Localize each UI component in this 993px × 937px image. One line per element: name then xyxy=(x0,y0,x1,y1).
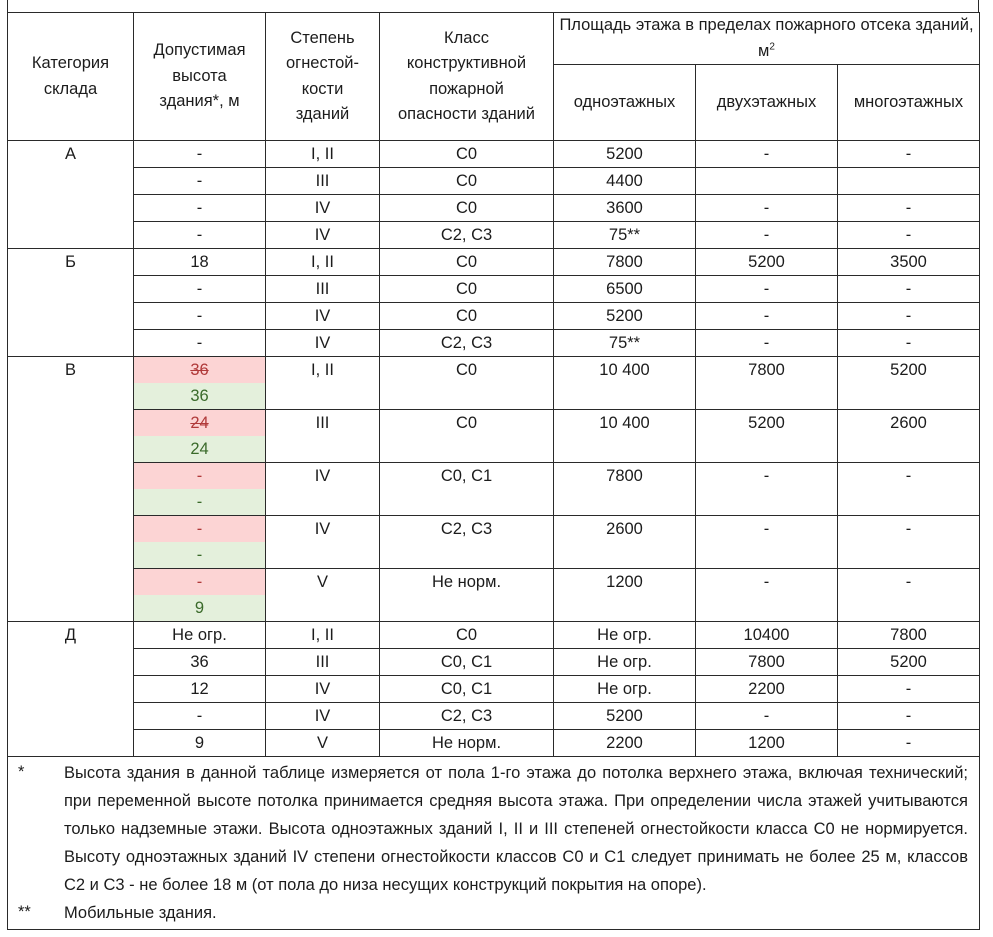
degree-cell: I, II xyxy=(266,141,380,168)
table-top-edge xyxy=(7,0,979,12)
two-storey-cell: - xyxy=(696,276,838,303)
table-row xyxy=(8,516,980,569)
two-storey-cell: 2200 xyxy=(696,676,838,703)
multi-storey-cell: - xyxy=(838,276,980,303)
multi-storey-cell: - xyxy=(838,730,980,757)
class-cell: С0 xyxy=(380,410,554,463)
table-row xyxy=(8,730,980,757)
height-deleted-value: 24 xyxy=(134,410,265,436)
two-storey-cell: - xyxy=(696,463,838,516)
class-cell: С2, С3 xyxy=(380,516,554,569)
multi-storey-cell: - xyxy=(838,141,980,168)
degree-cell: III xyxy=(266,410,380,463)
height-change-cell xyxy=(134,463,266,516)
degree-cell: IV xyxy=(266,222,380,249)
height-change-cell xyxy=(134,516,266,569)
height-cell: - xyxy=(134,276,266,303)
table-row xyxy=(8,410,980,463)
degree-cell: I, II xyxy=(266,622,380,649)
one-storey-cell: Не огр. xyxy=(554,622,696,649)
one-storey-cell: 1200 xyxy=(554,569,696,622)
category-cell-a: А xyxy=(8,141,134,249)
multi-storey-cell xyxy=(838,168,980,195)
height-change-cell xyxy=(134,410,266,463)
class-cell: С0 xyxy=(380,141,554,168)
header-area-unit-sup: 2 xyxy=(769,41,775,52)
header-area-group xyxy=(554,13,980,65)
table-row xyxy=(8,703,980,730)
category-cell-b: Б xyxy=(8,249,134,357)
degree-cell: IV xyxy=(266,516,380,569)
class-cell: С2, С3 xyxy=(380,222,554,249)
height-cell: 9 xyxy=(134,730,266,757)
height-cell: 18 xyxy=(134,249,266,276)
two-storey-cell: - xyxy=(696,303,838,330)
height-inserted-value: - xyxy=(134,542,265,568)
footnote-cell xyxy=(8,757,980,900)
table-row xyxy=(8,195,980,222)
one-storey-cell: 3600 xyxy=(554,195,696,222)
one-storey-cell: 2200 xyxy=(554,730,696,757)
two-storey-cell: - xyxy=(696,516,838,569)
degree-cell: IV xyxy=(266,676,380,703)
warehouse-fire-compartment-table xyxy=(7,12,980,930)
multi-storey-cell: 7800 xyxy=(838,622,980,649)
table-row xyxy=(8,303,980,330)
class-cell: С0 xyxy=(380,303,554,330)
multi-storey-cell: - xyxy=(838,303,980,330)
height-inserted-value: 24 xyxy=(134,436,265,462)
footnote-text: Высота здания в данной таблице измеряется от пола 1-го этажа до потолка верхнего этажа, включая технический; при переменной высоте потолка принимается средняя высота этажа. При определении числа этажей учитываются только надземные этажи. Высота одноэтажных зданий I, II и III степеней огнестойкости класса С0 не нормируется. Высоту одноэтажных зданий IV степени огнестойкости классов С0 и С1 следует принимать не более 25 м, классов С2 и С3 - не более 18 м (от пола до низа несущих конструкций покрытия на опоре). xyxy=(64,764,968,894)
header-multi-storey: многоэтажных xyxy=(838,65,980,141)
one-storey-cell: 4400 xyxy=(554,168,696,195)
one-storey-cell: 5200 xyxy=(554,703,696,730)
footnote-cell xyxy=(8,899,980,930)
degree-cell: III xyxy=(266,276,380,303)
header-fire-degree: Степень огнестой-кости зданий xyxy=(266,13,380,141)
one-storey-cell: 5200 xyxy=(554,303,696,330)
height-cell: - xyxy=(134,330,266,357)
two-storey-cell: 7800 xyxy=(696,649,838,676)
table-row xyxy=(8,622,980,649)
one-storey-cell: 5200 xyxy=(554,141,696,168)
header-one-storey: одноэтажных xyxy=(554,65,696,141)
header-two-storey: двухэтажных xyxy=(696,65,838,141)
height-deleted-value: 36 xyxy=(134,357,265,383)
header-category: Категория склада xyxy=(8,13,134,141)
footnote-row xyxy=(8,899,980,930)
height-cell: - xyxy=(134,703,266,730)
table-row xyxy=(8,141,980,168)
class-cell: Не норм. xyxy=(380,569,554,622)
two-storey-cell: - xyxy=(696,330,838,357)
one-storey-cell: 7800 xyxy=(554,249,696,276)
height-cell: Не огр. xyxy=(134,622,266,649)
degree-cell: IV xyxy=(266,463,380,516)
multi-storey-cell: - xyxy=(838,569,980,622)
table-row xyxy=(8,276,980,303)
footnote-row xyxy=(8,757,980,900)
degree-cell: V xyxy=(266,730,380,757)
class-cell: С0 xyxy=(380,168,554,195)
one-storey-cell: 7800 xyxy=(554,463,696,516)
height-inserted-value: 9 xyxy=(134,595,265,621)
height-cell: - xyxy=(134,168,266,195)
table-row xyxy=(8,222,980,249)
multi-storey-cell: - xyxy=(838,195,980,222)
fire-safety-table-container xyxy=(7,12,979,930)
footnote-text: Мобильные здания. xyxy=(64,904,217,922)
height-change-cell xyxy=(134,569,266,622)
footnote-mark: ** xyxy=(18,903,31,921)
degree-cell: V xyxy=(266,569,380,622)
category-cell-d: Д xyxy=(8,622,134,757)
one-storey-cell: 75** xyxy=(554,222,696,249)
one-storey-cell: Не огр. xyxy=(554,649,696,676)
height-cell: - xyxy=(134,303,266,330)
table-row xyxy=(8,649,980,676)
class-cell: Не норм. xyxy=(380,730,554,757)
height-cell: 12 xyxy=(134,676,266,703)
height-inserted-value: - xyxy=(134,489,265,515)
height-cell: - xyxy=(134,222,266,249)
height-inserted-value: 36 xyxy=(134,383,265,409)
header-class: Класс конструктивной пожарной опасности зданий xyxy=(380,13,554,141)
two-storey-cell: - xyxy=(696,569,838,622)
height-cell: - xyxy=(134,195,266,222)
category-cell-v: В xyxy=(8,357,134,622)
class-cell: С2, С3 xyxy=(380,330,554,357)
multi-storey-cell: - xyxy=(838,463,980,516)
two-storey-cell: 5200 xyxy=(696,410,838,463)
height-deleted-value: - xyxy=(134,569,265,595)
multi-storey-cell: - xyxy=(838,330,980,357)
two-storey-cell xyxy=(696,168,838,195)
multi-storey-cell: - xyxy=(838,703,980,730)
two-storey-cell: 10400 xyxy=(696,622,838,649)
class-cell: С0 xyxy=(380,195,554,222)
one-storey-cell: 75** xyxy=(554,330,696,357)
degree-cell: III xyxy=(266,649,380,676)
degree-cell: IV xyxy=(266,330,380,357)
table-row xyxy=(8,463,980,516)
height-cell: 36 xyxy=(134,649,266,676)
multi-storey-cell: 5200 xyxy=(838,357,980,410)
one-storey-cell: 10 400 xyxy=(554,410,696,463)
two-storey-cell: 1200 xyxy=(696,730,838,757)
one-storey-cell: 6500 xyxy=(554,276,696,303)
footnote-mark: * xyxy=(18,763,25,781)
header-area-text: Площадь этажа в пределах пожарного отсека зданий, м xyxy=(559,16,974,60)
class-cell: С0 xyxy=(380,276,554,303)
table-row xyxy=(8,330,980,357)
class-cell: С0 xyxy=(380,622,554,649)
degree-cell: IV xyxy=(266,195,380,222)
multi-storey-cell: - xyxy=(838,222,980,249)
height-cell: - xyxy=(134,141,266,168)
two-storey-cell: - xyxy=(696,141,838,168)
table-row xyxy=(8,168,980,195)
class-cell: С0, С1 xyxy=(380,649,554,676)
class-cell: С0 xyxy=(380,357,554,410)
height-deleted-value: - xyxy=(134,516,265,542)
table-row xyxy=(8,569,980,622)
class-cell: С0, С1 xyxy=(380,463,554,516)
class-cell: С2, С3 xyxy=(380,703,554,730)
multi-storey-cell: 3500 xyxy=(838,249,980,276)
table-row xyxy=(8,249,980,276)
class-cell: С0 xyxy=(380,249,554,276)
height-deleted-value: - xyxy=(134,463,265,489)
multi-storey-cell: 5200 xyxy=(838,649,980,676)
multi-storey-cell: 2600 xyxy=(838,410,980,463)
degree-cell: I, II xyxy=(266,249,380,276)
degree-cell: IV xyxy=(266,703,380,730)
two-storey-cell: 5200 xyxy=(696,249,838,276)
one-storey-cell: 2600 xyxy=(554,516,696,569)
one-storey-cell: Не огр. xyxy=(554,676,696,703)
degree-cell: I, II xyxy=(266,357,380,410)
class-cell: С0, С1 xyxy=(380,676,554,703)
two-storey-cell: - xyxy=(696,703,838,730)
two-storey-cell: - xyxy=(696,222,838,249)
header-height: Допустимая высота здания*, м xyxy=(134,13,266,141)
one-storey-cell: 10 400 xyxy=(554,357,696,410)
table-row xyxy=(8,676,980,703)
two-storey-cell: 7800 xyxy=(696,357,838,410)
multi-storey-cell: - xyxy=(838,676,980,703)
degree-cell: III xyxy=(266,168,380,195)
two-storey-cell: - xyxy=(696,195,838,222)
height-change-cell xyxy=(134,357,266,410)
degree-cell: IV xyxy=(266,303,380,330)
multi-storey-cell: - xyxy=(838,516,980,569)
table-row xyxy=(8,357,980,410)
